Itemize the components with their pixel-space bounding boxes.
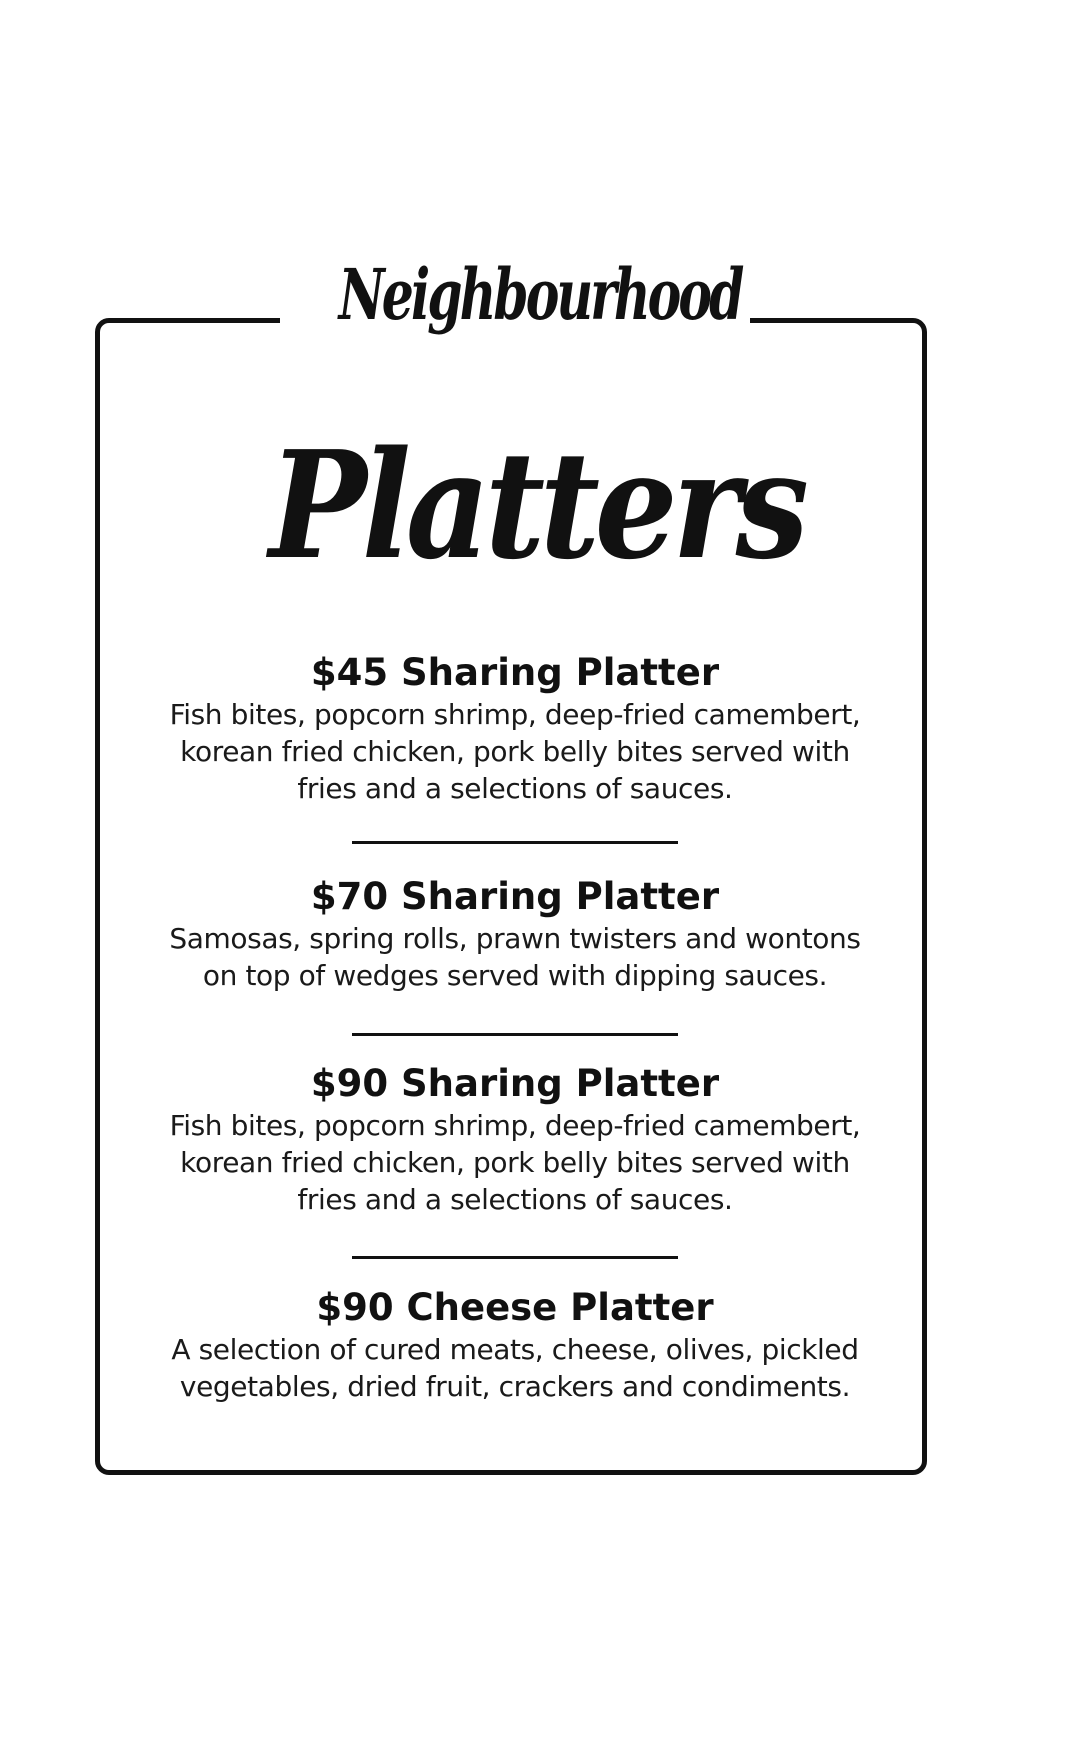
item-description-line: fries and a selections of sauces.	[297, 772, 733, 805]
item-description-line: korean fried chicken, pork belly bites served with	[180, 735, 850, 768]
item-name: $90 Sharing Platter	[310, 1062, 720, 1105]
item-description-line: A selection of cured meats, cheese, olives, pickled	[171, 1333, 859, 1366]
item-description-line: Samosas, spring rolls, prawn twisters and wontons	[169, 922, 861, 955]
menu-item	[120, 1285, 910, 1405]
brand-title: Neighbourhood	[338, 253, 742, 336]
item-name: $70 Sharing Platter	[310, 875, 720, 918]
menu-item	[120, 874, 910, 994]
menu-item	[120, 1061, 910, 1218]
item-name: $45 Sharing Platter	[310, 651, 720, 694]
item-description-line: on top of wedges served with dipping sauces.	[202, 959, 828, 992]
item-divider	[352, 841, 678, 844]
page-title: Platters	[269, 418, 804, 592]
item-description-line: Fish bites, popcorn shrimp, deep-fried camembert,	[169, 698, 861, 731]
item-divider	[352, 1033, 678, 1036]
menu-item	[120, 650, 910, 807]
item-name: $90 Cheese Platter	[316, 1286, 714, 1329]
item-description-line: korean fried chicken, pork belly bites served with	[180, 1146, 850, 1179]
item-divider	[352, 1256, 678, 1259]
item-description-line: fries and a selections of sauces.	[297, 1183, 733, 1216]
item-description-line: Fish bites, popcorn shrimp, deep-fried camembert,	[169, 1109, 861, 1142]
item-description-line: vegetables, dried fruit, crackers and condiments.	[179, 1370, 851, 1403]
